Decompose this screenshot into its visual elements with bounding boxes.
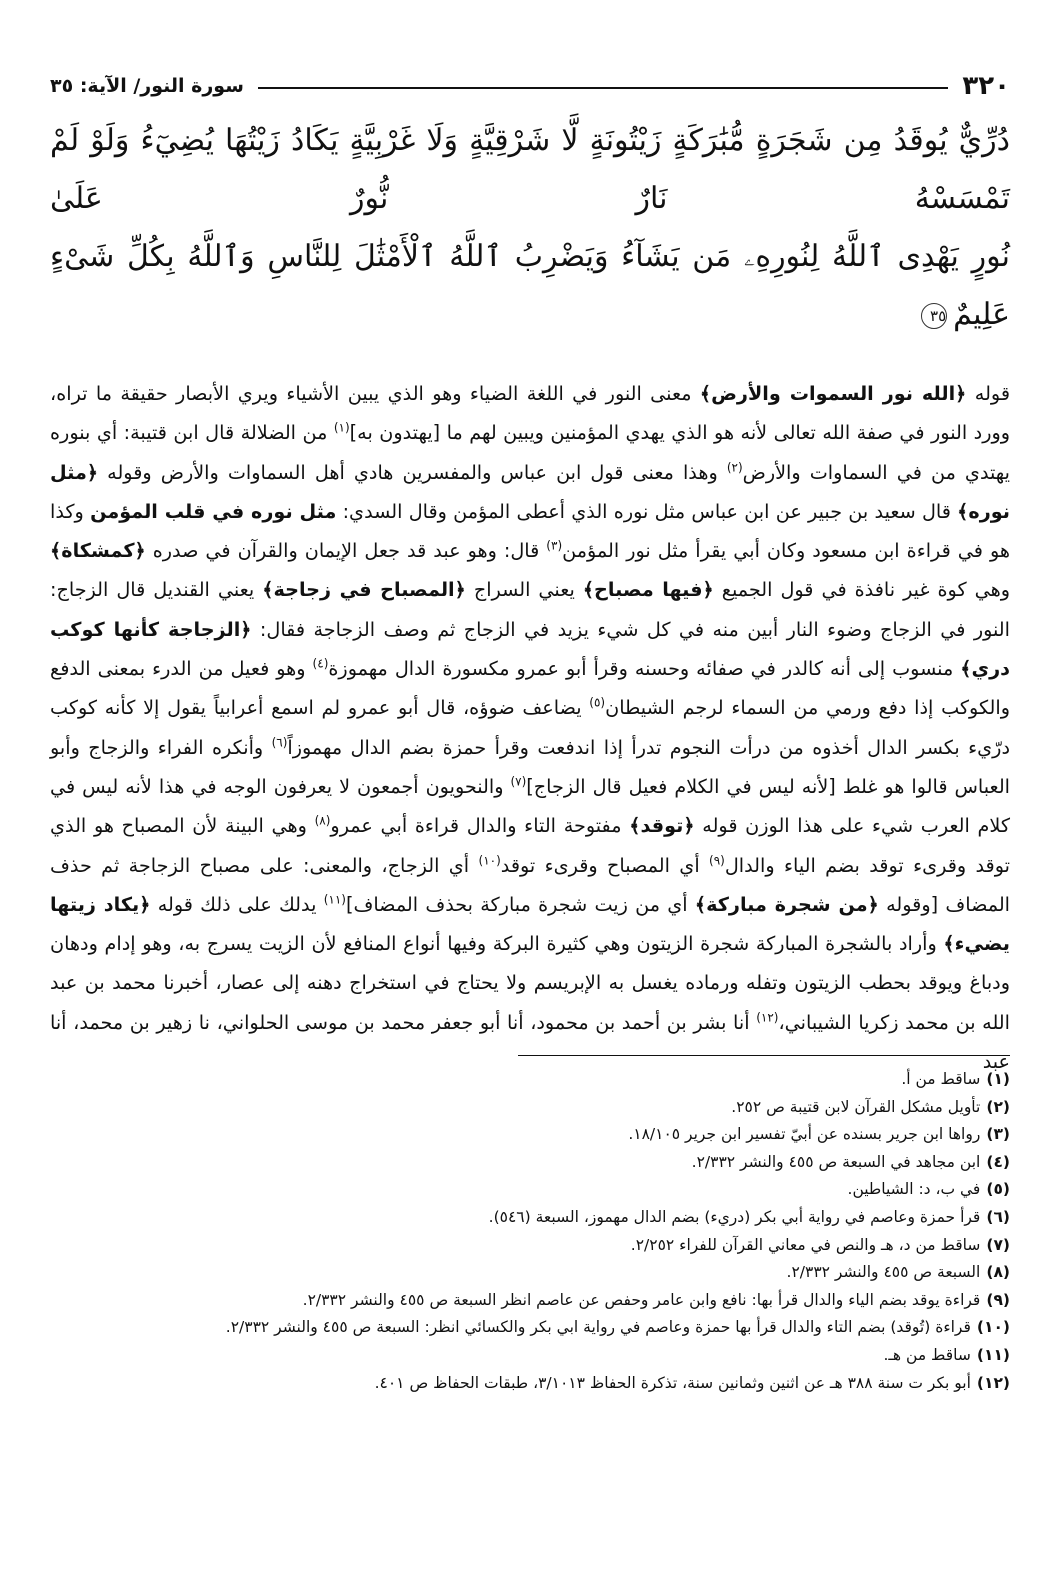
text-run: وهي البينة لأن المصباح هو الذي توقد وقرىء توقد بضم الياء والدال (50, 814, 1010, 877)
footnote-text: السبعة ص ٤٥٥ والنشر ٢/٣٣٢. (786, 1263, 981, 1282)
footnote-text: رواها ابن جرير بسنده عن أبيّ تفسير ابن جرير ١٨/١٠٥. (628, 1125, 981, 1144)
header-rule (258, 87, 948, 89)
footnote (50, 1176, 1010, 1204)
footnotes (50, 1066, 1010, 1397)
commentary-paragraph (50, 374, 1010, 1081)
quoted-verse: ﴿من شجرة مباركة﴾ (694, 892, 879, 916)
footnote (50, 1121, 1010, 1149)
text-run: منسوب إلى أنه كالدر في صفائه وحسنه وقرأ أبو عمرو مكسورة الدال مهموزة (328, 657, 961, 681)
text-run: قال سعيد بن جبير عن ابن عباس مثل نوره الذي أعطى المؤمن وقال السدي: (336, 499, 958, 523)
text-run: وكذا هو في قراءة ابن مسعود وكان أبي يقرأ مثل نور المؤمن (50, 499, 1010, 563)
footnote-number: (٨) (986, 1263, 1010, 1282)
text-run: أي الزجاج، والمعنى: على مصباح الزجاجة ثم حذف المضاف [وقوله (50, 853, 1010, 916)
quoted-verse: ﴿كمشكاة﴾ (50, 539, 146, 563)
footnote-separator (518, 1055, 1010, 1056)
page-number: ٣٢٠ (962, 71, 1010, 101)
footnote (50, 1287, 1010, 1315)
footnote-text: في ب، د: الشياطين. (847, 1180, 981, 1199)
text-run: يعني السراج (465, 578, 583, 602)
text-run: وأنكره الفراء والزجاج وأبو العباس قالوا هو غلط [لأنه ليس في الكلام فعيل قال الزجاج] (50, 735, 1010, 798)
text-run: من الضلالة قال ابن قتيبة: أي بنوره يهتدي من في السماوات والأرض (50, 421, 1010, 484)
footnote (50, 1314, 1010, 1342)
quoted-verse: ﴿مثل نوره﴾ (50, 460, 1011, 523)
footnote-text: قراءة (تُوقد) بضم التاء والدال قرأ بها حمزة وعاصم في رواية ابي بكر والكسائي انظر: السبعة ص ٤٥٥ والنشر ٢/٣٣٢. (225, 1318, 971, 1337)
quoted-verse: ﴿توقد﴾ (629, 814, 695, 838)
text-run: والنحويون أجمعون لا يعرفون الوجه في هذا لأنه ليس في كلام العرب شيء على هذا الوزن قوله (50, 774, 1011, 838)
text-run: وأراد بالشجرة المباركة شجرة الزيتون وهي كثيرة البركة وفيها أنواع المنافع لأن الزيت يسرج به، وهو إدام ودهان ودباغ ويوقد بحطب الزيتون وتفله ورماده يغسل به الإبريسم ولا يحتاج في استخراج دهنه إلى عصار، أخبرنا محمد بن عبد الله بن محمد زكريا الشيباني، (50, 932, 1010, 1034)
footnote-number: (١) (986, 1070, 1010, 1088)
text-run: قوله (966, 382, 1010, 405)
footnote-ref: (١٢) (756, 1010, 779, 1025)
quoted-verse: ﴿المصباح في زجاجة﴾ (262, 578, 466, 602)
footnote-ref: (٩) (709, 853, 725, 868)
quran-line-1: دُرِّيٌّ يُوقَدُ مِن شَجَرَةٍ مُّبَٰرَكَةٍ زَيْتُونَةٍ لَّا شَرْقِيَّةٍ وَلَا غَرْبِيَّةٍ يَكَادُ زَيْتُهَا يُضِيٓءُ وَلَوْ لَمْ تَمْسَسْهُ نَارٌ نُّورٌ عَلَىٰ (50, 123, 1010, 216)
footnote-ref: (٧) (510, 774, 527, 789)
footnote (50, 1370, 1010, 1398)
footnote-ref: (٥) (589, 695, 606, 710)
quoted-verse: ﴿الزجاجة كأنها كوكب دري﴾ (50, 617, 1010, 681)
commentary-body (50, 374, 1010, 1081)
footnote (50, 1204, 1010, 1232)
footnote-ref: (١٠) (478, 853, 501, 868)
bold-phrase: مثل نوره في قلب المؤمن (90, 499, 337, 523)
footnote-ref: (٤) (312, 656, 329, 671)
text-run: يعني القنديل قال الزجاج: النور في الزجاج وضوء النار أبين منه في كل شيء يزيد في الزجاج ثم وصف الزجاجة فقال: (50, 578, 1010, 641)
footnote (50, 1149, 1010, 1177)
footnote-ref: (٢) (726, 460, 743, 475)
footnote-number: (٩) (986, 1290, 1010, 1309)
footnote (50, 1342, 1010, 1370)
footnote-text: ابن مجاهد في السبعة ص ٤٥٥ والنشر ٢/٣٣٢. (691, 1152, 981, 1171)
quoted-verse: ﴿الله نور السموات والأرض﴾ (699, 382, 967, 405)
footnote-number: (٤) (986, 1152, 1010, 1171)
surah-reference: سورة النور/ الآية: ٣٥ (50, 75, 244, 97)
text-run: أنا بشر بن أحمد بن محمود، أنا أبو جعفر محمد بن موسى الحلواني، نا زهير بن محمد، أنا عبد (50, 1010, 1010, 1074)
footnote-number: (١٢) (976, 1373, 1010, 1392)
footnote-number: (٦) (986, 1207, 1010, 1226)
footnote-text: قرأ حمزة وعاصم في رواية أبي بكر (دريء) بضم الدال مهموز، السبعة (٥٤٦). (488, 1207, 981, 1226)
footnote-text: تأويل مشكل القرآن لابن قتيبة ص ٢٥٢. (731, 1097, 981, 1116)
page-header (50, 66, 1010, 106)
footnote-ref: (٨) (314, 813, 331, 828)
footnote-number: (١٠) (976, 1318, 1010, 1337)
footnote (50, 1066, 1010, 1094)
text-run: وهذا معنى قول ابن عباس والمفسرين هادي أهل السماوات والأرض وقوله (98, 460, 727, 484)
footnote-text: ساقط من أ. (901, 1070, 981, 1088)
footnote-text: ساقط من هـ. (883, 1345, 971, 1364)
footnote-ref: (٦) (271, 735, 288, 750)
text-run: مفتوحة التاء والدال قراءة أبي عمرو (330, 814, 630, 838)
footnote-ref: (١) (333, 420, 350, 435)
footnote-number: (٧) (986, 1235, 1010, 1254)
footnote-number: (٣) (986, 1125, 1010, 1144)
footnote-text: أبو بكر ت سنة ٣٨٨ هـ عن اثنين وثمانين سنة، تذكرة الحفاظ ٣/١٠١٣، طبقات الحفاظ ص ٤٠١. (374, 1373, 971, 1392)
text-run: أي من زيت شجرة مباركة بحذف المضاف] (345, 892, 695, 916)
footnote-number: (٢) (986, 1097, 1010, 1116)
text-run: يضاعف ضوؤه، قال أبو عمرو لم اسمع أعرابياً يقول إلا كأنه كوكب درّيء بكسر الدال أخذوه من درأت النجوم تدرأ إذا اندفعت وقرأ حمزة بضم الدال مهموزاً (50, 696, 1010, 759)
text-run: يدلك على ذلك قوله (150, 892, 324, 916)
footnote-ref: (٣) (546, 538, 563, 553)
text-run: معنى النور في اللغة الضياء وهو الذي يبين الأشياء ويري الأبصار حقيقة ما تراه، وورد النور في صفة الله تعالى لأنه هو الذي يهدي المؤمنين ويبين لهم ما [يهتدون به] (50, 382, 1010, 445)
quoted-verse: ﴿فيها مصباح﴾ (582, 578, 714, 602)
footnote (50, 1232, 1010, 1260)
document-page (50, 66, 1010, 1546)
footnote (50, 1259, 1010, 1287)
ayah-number-marker: ٣٥ (921, 303, 947, 329)
footnote-text: قراءة يوقد بضم الياء والدال قرأ بها: نافع وابن عامر وحفص عن عاصم انظر السبعة ص ٤٥٥ والنشر ٢/٣٣٢. (302, 1290, 981, 1309)
footnote-number: (١١) (976, 1345, 1010, 1364)
text-run: وهو فعيل من الدرء بمعنى الدفع والكوكب إذا دفع ورمي من السماء لرجم الشيطان (50, 657, 1010, 720)
footnote-ref: (١١) (323, 892, 346, 907)
footnote-number: (٥) (986, 1180, 1010, 1199)
footnote-text: ساقط من د، هـ والنص في معاني القرآن للفراء ٢/٢٥٢. (630, 1235, 981, 1254)
quran-verse (50, 112, 1010, 344)
text-run: أي المصباح وقرىء توقد (500, 853, 709, 877)
text-run: وهي كوة غير نافذة في قول الجميع (713, 578, 1010, 602)
quran-line-2-text: نُورٍ يَهْدِى ٱللَّهُ لِنُورِهِۦ مَن يَشَآءُ وَيَضْرِبُ ٱللَّهُ ٱلْأَمْثَٰلَ لِلنَّاسِ وَٱللَّهُ بِكُلِّ شَىْءٍ عَلِيمٌ (50, 239, 1010, 332)
text-run: قال: وهو عبد قد جعل الإيمان والقرآن في صدره (145, 539, 547, 563)
quran-line-2 (50, 228, 1010, 344)
quoted-verse: ﴿يكاد زيتها يضيء﴾ (50, 892, 1010, 956)
footnote (50, 1094, 1010, 1122)
